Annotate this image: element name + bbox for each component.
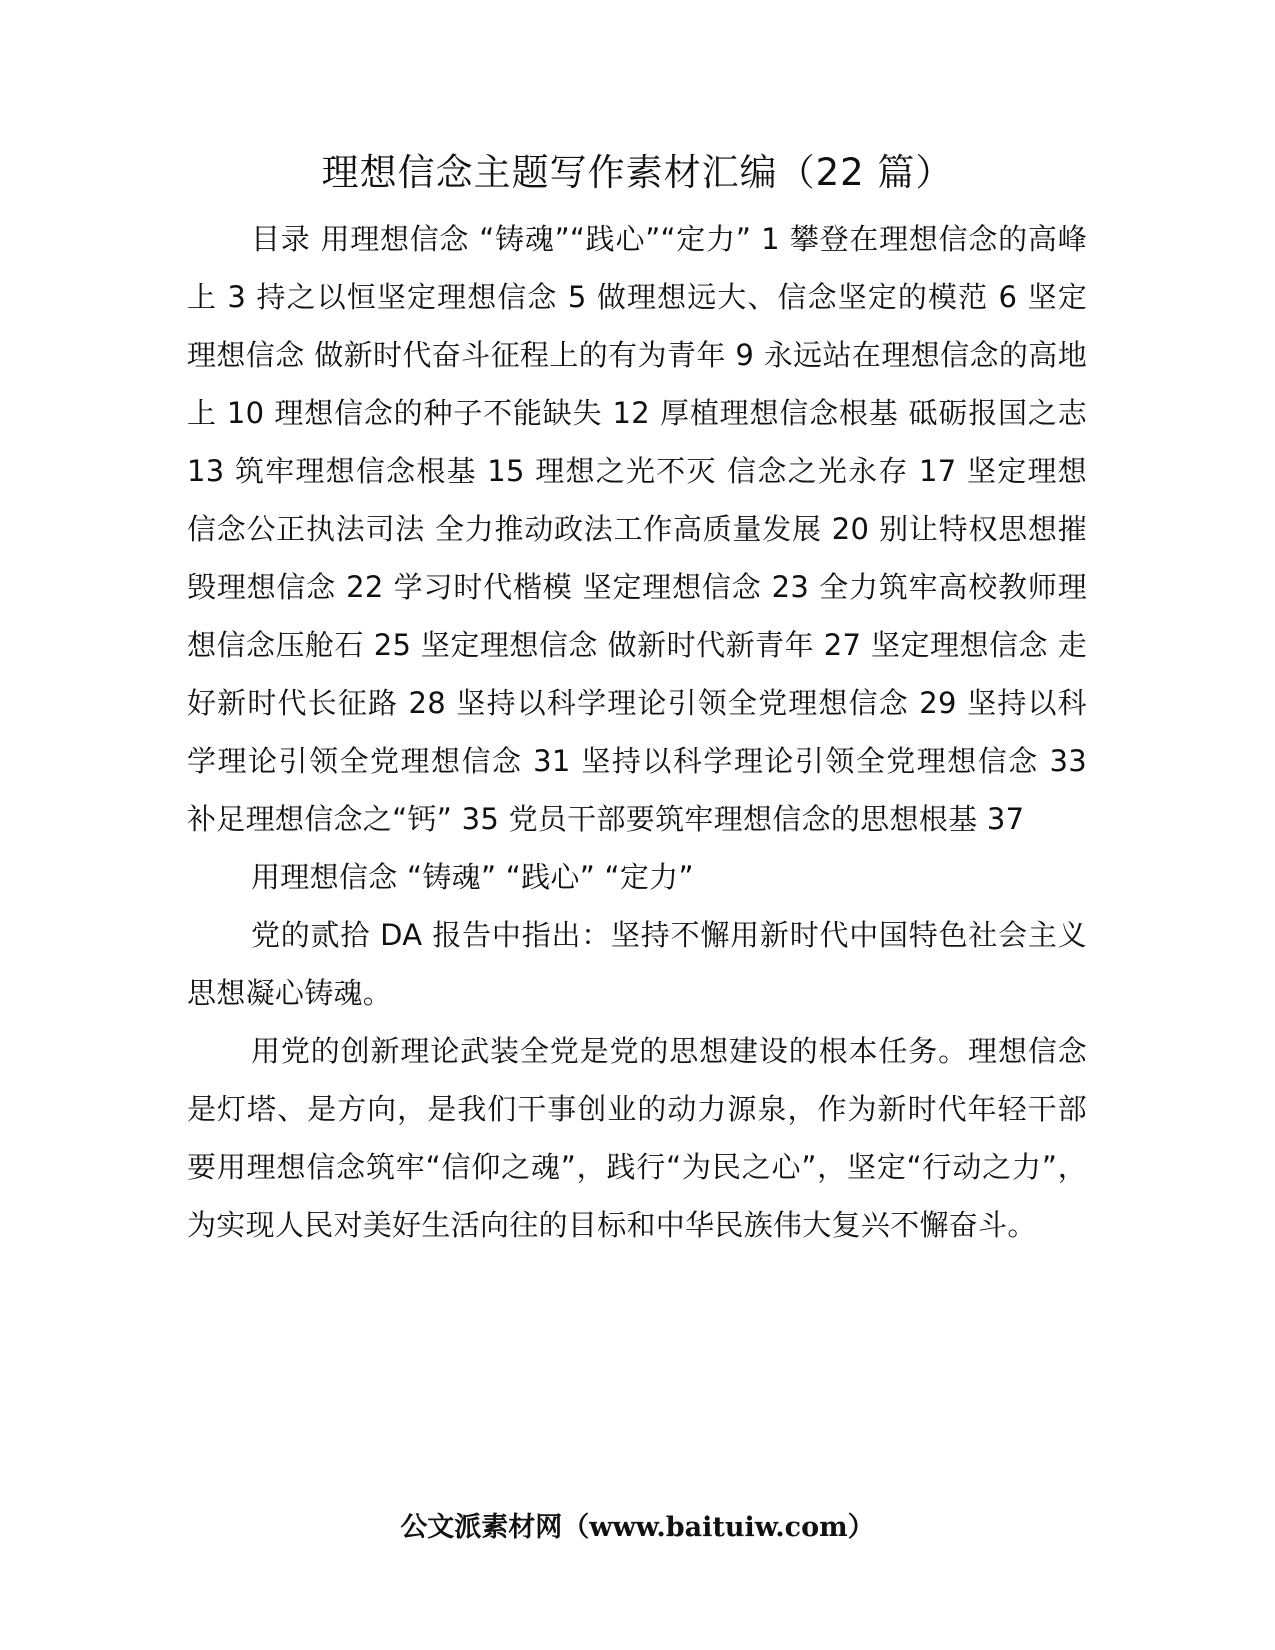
- table-of-contents-paragraph: 目录 用理想信念 “铸魂”“践心”“定力” 1 攀登在理想信念的高峰上 3 持之以恒坚定理想信念 5 做理想远大、信念坚定的模范 6 坚定理想信念 做新时代奋斗征程上的有为青年 9 永远站在理想信念的高地上 10 理想信念的种子不能缺失 12 厚植理想信念根基 砥砺报国之志 13 筑牢理想信念根基 15 理想之光不灭 信念之光永存 17 坚定理想信念公正执法司法 全力推动政法工作高质量发展 20 别让特权思想摧毁理想信念 22 学习时代楷模 坚定理想信念 23 全力筑牢高校教师理想信念压舱石 25 坚定理想信念 做新时代新青年 27 坚定理想信念 走好新时代长征路 28 坚持以科学理论引领全党理想信念 29 坚持以科学理论引领全党理想信念 31 坚持以科学理论引领全党理想信念 33 补足理想信念之“钙” 35 党员干部要筑牢理想信念的思想根基 37: [187, 222, 1087, 836]
- section-heading: 用理想信念 “铸魂” “践心” “定力”: [251, 860, 694, 894]
- document-title: 理想信念主题写作素材汇编（22 篇）: [321, 151, 954, 194]
- document-body: [187, 210, 1087, 1254]
- page-footer: 公文派素材网（www.baituiw.com）: [400, 1512, 875, 1543]
- body-paragraph: 用党的创新理论武装全党是党的思想建设的根本任务。理想信念是灯塔、是方向，是我们干事创业的动力源泉，作为新时代年轻干部要用理想信念筑牢“信仰之魂”，践行“为民之心”，坚定“行动之力”，为实现人民对美好生活向往的目标和中华民族伟大复兴不懈奋斗。: [187, 1034, 1087, 1242]
- body-paragraph: 党的贰拾 DA 报告中指出：坚持不懈用新时代中国特色社会主义思想凝心铸魂。: [187, 918, 1087, 1010]
